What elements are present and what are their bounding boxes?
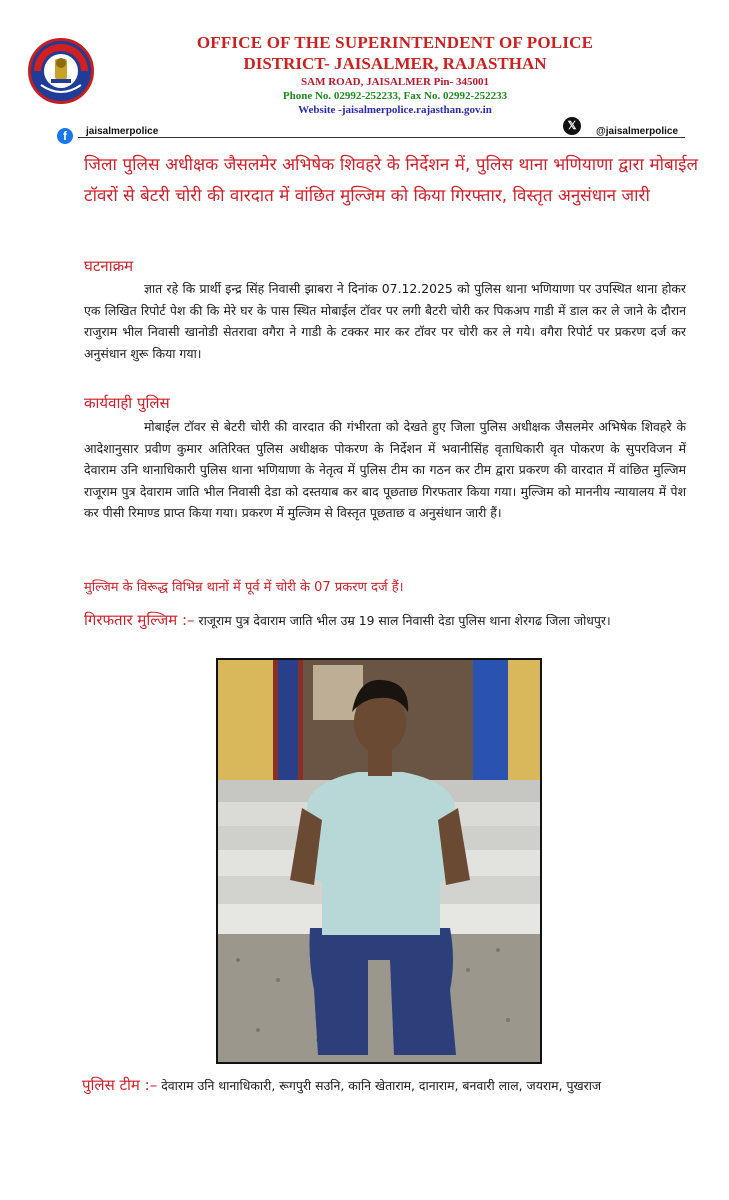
action-heading: कार्यवाही पुलिस bbox=[84, 394, 170, 412]
police-team-block bbox=[82, 1074, 688, 1097]
facebook-handle[interactable]: jaisalmerpolice bbox=[86, 126, 159, 137]
office-title: OFFICE OF THE SUPERINTENDENT OF POLICE bbox=[196, 33, 594, 52]
rajasthan-police-emblem-icon bbox=[28, 38, 94, 104]
action-paragraph: मोबाईल टॉवर से बेटरी चोरी की वारदात की गंभीरता को देखते हुए जिला पुलिस अधीक्षक जैसलमेर अभिषेक शिवहरे के आदेशानुसार प्रवीण कुमार अतिरिक्त पुलिस अधीक्षक पोकरण के निर्देशन में भवानीसिंह वृताधिकारी वृत पोकरण के सुपरविजन में देवाराम उनि थानाधिकारी पुलिस थाना भणियाणा के नेतृत्व में पुलिस टीम का गठन कर टीम द्वारा प्रकरण की वारदात में वांछित मुल्जिम राजूराम पुत्र देवाराम जाति भील निवासी देडा को दस्तयाब कर बाद पूछताछ गिरफतार किया गया। मुल्जिम को माननीय न्यायालय में पेश कर पीसी रिमाण्ड प्राप्त किया गया। प्रकरण में मुल्जिम से विस्तृत पूछताछ व अनुसंधान जारी हैं। bbox=[84, 419, 686, 521]
incident-heading: घटनाक्रम bbox=[84, 257, 134, 275]
arrested-accused-block bbox=[84, 609, 688, 632]
accused-photo bbox=[216, 658, 542, 1064]
social-divider bbox=[78, 137, 685, 138]
x-handle[interactable]: @jaisalmerpolice bbox=[596, 126, 679, 137]
press-headline: जिला पुलिस अधीक्षक जैसलमेर अभिषेक शिवहरे के निर्देशन में, पुलिस थाना भणियाणा द्वारा मोबाईल टॉवरों से बेटरी चोरी की वारदात में वांछित मुल्जिम को किया गिरफ्तार, विस्तृत अनुसंधान जारी bbox=[84, 155, 698, 206]
office-address: SAM ROAD, JAISALMER Pin- 345001 bbox=[301, 76, 489, 88]
district-title: DISTRICT- JAISALMER, RAJASTHAN bbox=[243, 54, 547, 73]
arrested-label: गिरफतार मुल्जिम :– bbox=[84, 611, 195, 629]
facebook-icon[interactable]: f bbox=[57, 128, 73, 144]
office-phone: Phone No. 02992-252233, Fax No. 02992-252233 bbox=[282, 90, 508, 102]
team-members: देवाराम उनि थानाधिकारी, रूगपुरी सउनि, कानि खेताराम, दानाराम, बनवारी लाल, जयराम, पुखराज bbox=[161, 1078, 602, 1093]
office-website[interactable]: Website -jaisalmerpolice.rajasthan.gov.in bbox=[298, 104, 492, 116]
previous-cases-note: मुल्जिम के विरूद्ध विभिन्न थानों में पूर्व में चोरी के 07 प्रकरण दर्ज हैं। bbox=[84, 580, 404, 595]
arrested-details: राजूराम पुत्र देवाराम जाति भील उम्र 19 साल निवासी देडा पुलिस थाना शेरगढ जिला जोधपुर। bbox=[198, 613, 611, 628]
team-label: पुलिस टीम :– bbox=[82, 1076, 158, 1094]
x-twitter-icon[interactable]: 𝕏 bbox=[563, 117, 581, 135]
incident-paragraph: ज्ञात रहे कि प्रार्थी इन्द्र सिंह निवासी झाबरा ने दिनांक 07.12.2025 को पुलिस थाना भणियाणा पर उपस्थित थाना होकर एक लिखित रिपोर्ट पेश की कि मेरे घर के पास स्थित मोबाईल टॉवर पर लगी बैटरी चोरी कर पिकअप गाडी में डाल कर ले जाने के दौरान राजुराम भील निवासी खानोडी सेतरावा वगैरा ने गाडी के टक्कर मार कर टॉवर पर चोरी कर ले गये। वगैरा रिपोर्ट पर प्रकरण दर्ज कर अनुसंधान शुरू किया गया। bbox=[84, 281, 686, 361]
